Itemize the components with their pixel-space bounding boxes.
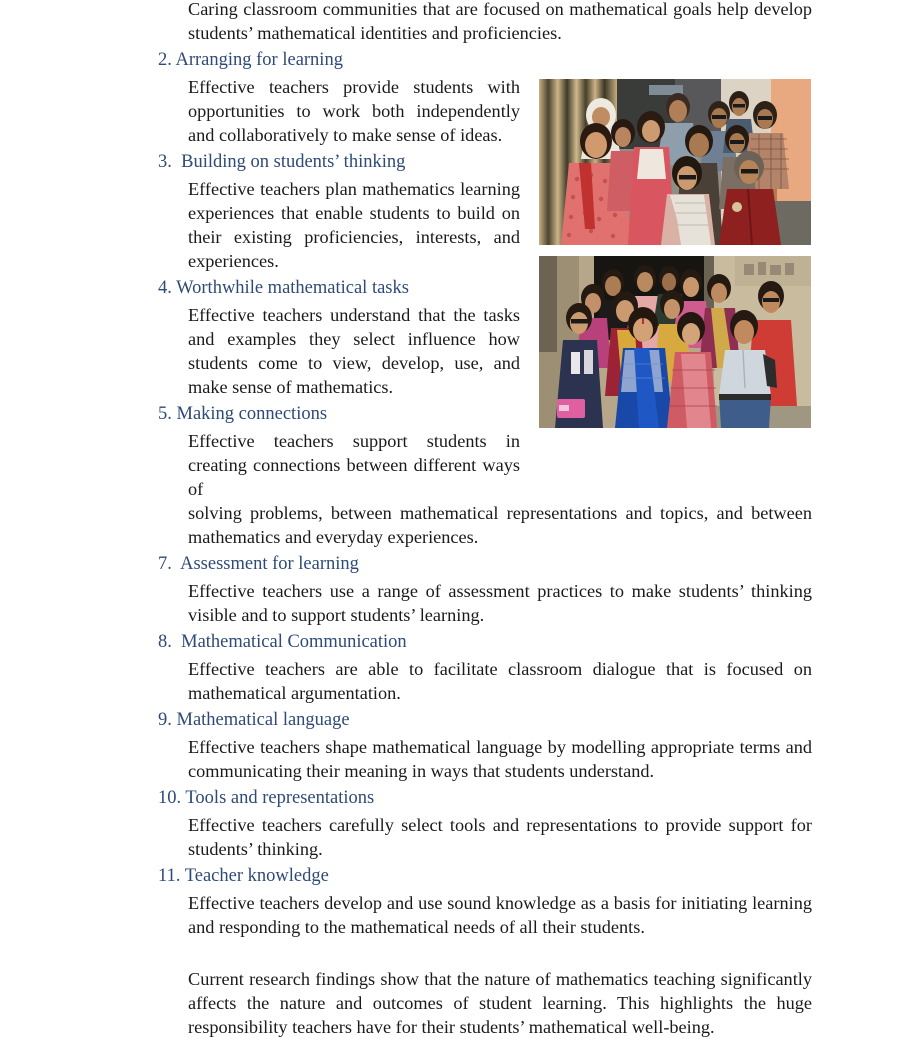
heading-number: 9. (158, 710, 172, 730)
heading-number: 7. (158, 554, 172, 574)
heading-text: Making connections (176, 404, 328, 424)
heading-text: Arranging for learning (175, 50, 343, 70)
heading-number: 4. (158, 278, 172, 298)
heading-number: 2. (158, 50, 172, 70)
heading-text: Tools and representations (185, 788, 375, 808)
heading-text: Worthwhile mathematical tasks (176, 278, 409, 298)
heading-text: Building on students’ thinking (181, 152, 406, 172)
body-arranging-for-learning: Effective teachers provide students with opportunities to work both independently and collaboratively to make sense of ideas. (188, 77, 520, 145)
body-making-connections-continued: solving problems, between mathematical representations and topics, and between mathematics and everyday experiences. (188, 503, 812, 547)
heading-mathematical-communication (158, 627, 812, 657)
heading-number: 10. (158, 788, 182, 808)
heading-making-connections (158, 399, 812, 429)
heading-text: Teacher knowledge (184, 866, 329, 886)
heading-mathematical-language (158, 705, 812, 735)
heading-teacher-knowledge (158, 861, 812, 891)
heading-number: 3. (158, 152, 172, 172)
body-mathematical-communication: Effective teachers are able to facilitate classroom dialogue that is focused on mathematical argumentation. (188, 659, 812, 703)
intro-paragraph: Caring classroom communities that are focused on mathematical goals help develop students’ mathematical identities and proficiencies. (188, 0, 812, 43)
heading-text: Mathematical Communication (181, 632, 407, 652)
body-tools-and-representations: Effective teachers carefully select tools and representations to provide support for students’ thinking. (188, 815, 812, 859)
body-mathematical-language: Effective teachers shape mathematical language by modelling appropriate terms and communicating their meaning in ways that students understand. (188, 737, 812, 781)
document-text-column (158, 0, 812, 1039)
heading-building-on-students-thinking (158, 147, 812, 177)
body-teacher-knowledge: Effective teachers develop and use sound knowledge as a basis for initiating learning and responding to the mathematical needs of all their students. (188, 893, 812, 937)
body-assessment-for-learning: Effective teachers use a range of assessment practices to make students’ thinking visible and to support students’ learning. (188, 581, 812, 625)
heading-worthwhile-mathematical-tasks (158, 273, 812, 303)
body-making-connections: Effective teachers support students in creating connections between different ways of (188, 431, 520, 499)
body-building-on-students-thinking: Effective teachers plan mathematics learning experiences that enable students to build on their existing proficiencies, interests, and experiences. (188, 179, 520, 271)
body-worthwhile-mathematical-tasks: Effective teachers understand that the tasks and examples they select influence how students come to view, develop, use, and make sense of mathematics. (188, 305, 520, 397)
closing-paragraph: Current research findings show that the nature of mathematics teaching significantly affects the nature and outcomes of student learning. This highlights the huge responsibility teachers have for their students’ mathematical well-being. (188, 969, 812, 1037)
heading-number: 11. (158, 866, 181, 886)
heading-number: 5. (158, 404, 172, 424)
heading-assessment-for-learning (158, 549, 812, 579)
heading-arranging-for-learning (158, 45, 812, 75)
section-spacer (158, 939, 812, 967)
heading-number: 8. (158, 632, 172, 652)
heading-text: Mathematical language (176, 710, 350, 730)
heading-text: Assessment for learning (180, 554, 359, 574)
heading-tools-and-representations (158, 783, 812, 813)
